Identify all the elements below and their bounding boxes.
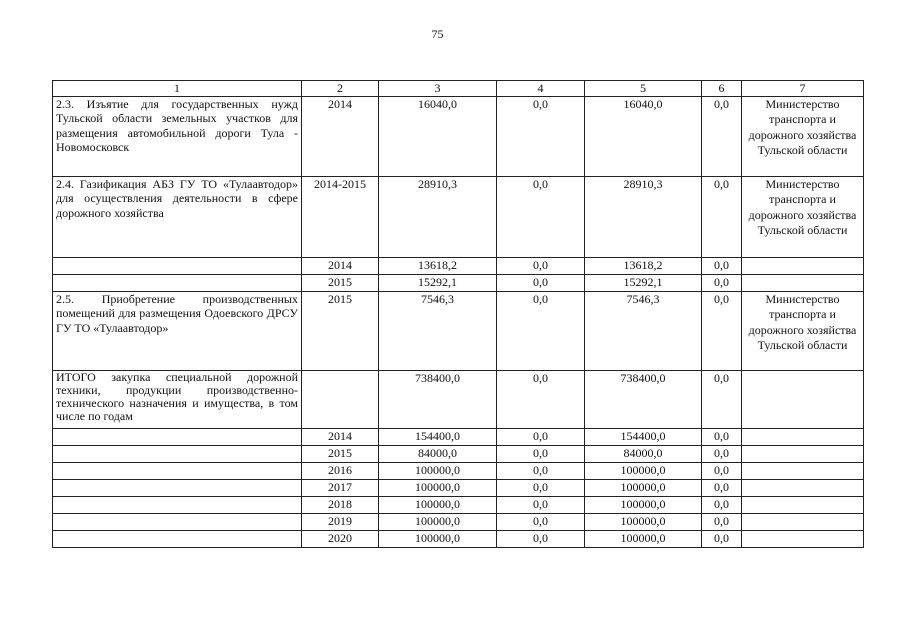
value-cell: 0,0 bbox=[702, 274, 742, 291]
value-cell: 100000,0 bbox=[379, 496, 497, 513]
value-cell: 738400,0 bbox=[585, 370, 702, 428]
empty-cell bbox=[53, 513, 302, 530]
table-row bbox=[53, 445, 864, 462]
year-cell: 2017 bbox=[302, 479, 379, 496]
header-cell: 4 bbox=[497, 81, 585, 97]
year-cell: 2019 bbox=[302, 513, 379, 530]
empty-cell bbox=[53, 479, 302, 496]
value-cell: 100000,0 bbox=[585, 496, 702, 513]
value-cell: 0,0 bbox=[497, 176, 585, 257]
empty-cell bbox=[742, 462, 864, 479]
value-cell: 0,0 bbox=[497, 274, 585, 291]
year-cell: 2014 bbox=[302, 257, 379, 274]
value-cell: 0,0 bbox=[497, 370, 585, 428]
empty-cell bbox=[742, 479, 864, 496]
empty-cell bbox=[742, 445, 864, 462]
empty-cell bbox=[53, 428, 302, 445]
value-cell: 0,0 bbox=[497, 462, 585, 479]
value-cell: 16040,0 bbox=[585, 96, 702, 176]
table-row bbox=[53, 496, 864, 513]
empty-cell bbox=[742, 257, 864, 274]
responsible-executor: Министерство транспорта и дорожного хозяйства Тульской области bbox=[742, 176, 864, 257]
value-cell: 0,0 bbox=[702, 513, 742, 530]
value-cell: 100000,0 bbox=[585, 462, 702, 479]
value-cell: 0,0 bbox=[702, 96, 742, 176]
year-cell: 2014 bbox=[302, 96, 379, 176]
value-cell: 7546,3 bbox=[379, 291, 497, 370]
empty-cell bbox=[742, 513, 864, 530]
value-cell: 154400,0 bbox=[379, 428, 497, 445]
table-row bbox=[53, 530, 864, 547]
year-cell: 2014 bbox=[302, 428, 379, 445]
value-cell: 0,0 bbox=[702, 479, 742, 496]
year-cell: 2015 bbox=[302, 274, 379, 291]
value-cell: 0,0 bbox=[702, 176, 742, 257]
value-cell: 13618,2 bbox=[585, 257, 702, 274]
empty-cell bbox=[53, 257, 302, 274]
header-cell: 3 bbox=[379, 81, 497, 97]
header-cell: 5 bbox=[585, 81, 702, 97]
value-cell: 100000,0 bbox=[585, 479, 702, 496]
year-cell: 2015 bbox=[302, 445, 379, 462]
value-cell: 100000,0 bbox=[379, 530, 497, 547]
value-cell: 738400,0 bbox=[379, 370, 497, 428]
table-row bbox=[53, 257, 864, 274]
value-cell: 16040,0 bbox=[379, 96, 497, 176]
value-cell: 0,0 bbox=[702, 370, 742, 428]
value-cell: 0,0 bbox=[497, 96, 585, 176]
total-row bbox=[53, 370, 864, 428]
value-cell: 28910,3 bbox=[379, 176, 497, 257]
item-description: 2.3. Изъятие для государственных нужд Тульской области земельных участков для размещения автомобильной дороги Тула - Новомосковск bbox=[53, 96, 302, 176]
empty-cell bbox=[53, 462, 302, 479]
year-cell: 2020 bbox=[302, 530, 379, 547]
year-cell: 2018 bbox=[302, 496, 379, 513]
value-cell: 0,0 bbox=[497, 428, 585, 445]
value-cell: 0,0 bbox=[702, 496, 742, 513]
table-row bbox=[53, 96, 864, 176]
total-description: ИТОГО закупка специальной дорожной техники, продукции производственно-технического назначения и имущества, в том числе по годам bbox=[53, 370, 302, 428]
table-row bbox=[53, 274, 864, 291]
year-cell: 2016 bbox=[302, 462, 379, 479]
value-cell: 100000,0 bbox=[585, 513, 702, 530]
value-cell: 0,0 bbox=[497, 479, 585, 496]
item-description: 2.5. Приобретение производственных помещений для размещения Одоевского ДРСУ ГУ ТО «Тулаавтодор» bbox=[53, 291, 302, 370]
value-cell: 0,0 bbox=[497, 496, 585, 513]
value-cell: 100000,0 bbox=[379, 513, 497, 530]
empty-cell bbox=[742, 530, 864, 547]
empty-cell bbox=[742, 274, 864, 291]
value-cell: 100000,0 bbox=[379, 462, 497, 479]
empty-cell bbox=[742, 370, 864, 428]
value-cell: 0,0 bbox=[497, 513, 585, 530]
header-cell: 6 bbox=[702, 81, 742, 97]
header-row bbox=[53, 81, 864, 97]
responsible-executor: Министерство транспорта и дорожного хозяйства Тульской области bbox=[742, 291, 864, 370]
value-cell: 84000,0 bbox=[585, 445, 702, 462]
value-cell: 0,0 bbox=[702, 462, 742, 479]
table-row bbox=[53, 462, 864, 479]
header-cell: 7 bbox=[742, 81, 864, 97]
value-cell: 0,0 bbox=[702, 445, 742, 462]
empty-cell bbox=[742, 428, 864, 445]
empty-cell bbox=[53, 445, 302, 462]
value-cell: 7546,3 bbox=[585, 291, 702, 370]
value-cell: 0,0 bbox=[702, 257, 742, 274]
value-cell: 0,0 bbox=[702, 530, 742, 547]
header-cell: 1 bbox=[53, 81, 302, 97]
value-cell: 0,0 bbox=[497, 445, 585, 462]
item-description: 2.4. Газификация АБЗ ГУ ТО «Тулаавтодор» для осуществления деятельности в сфере дорожного хозяйства bbox=[53, 176, 302, 257]
value-cell: 84000,0 bbox=[379, 445, 497, 462]
year-cell: 2014-2015 bbox=[302, 176, 379, 257]
value-cell: 0,0 bbox=[497, 291, 585, 370]
empty-cell bbox=[53, 530, 302, 547]
value-cell: 154400,0 bbox=[585, 428, 702, 445]
value-cell: 0,0 bbox=[702, 291, 742, 370]
table-row bbox=[53, 291, 864, 370]
financing-table bbox=[52, 80, 864, 548]
value-cell: 0,0 bbox=[497, 257, 585, 274]
table-row bbox=[53, 176, 864, 257]
table-row bbox=[53, 428, 864, 445]
empty-cell bbox=[53, 496, 302, 513]
empty-cell bbox=[742, 496, 864, 513]
value-cell: 28910,3 bbox=[585, 176, 702, 257]
empty-cell bbox=[53, 274, 302, 291]
value-cell: 0,0 bbox=[702, 428, 742, 445]
value-cell: 15292,1 bbox=[379, 274, 497, 291]
value-cell: 100000,0 bbox=[379, 479, 497, 496]
value-cell: 0,0 bbox=[497, 530, 585, 547]
table-row bbox=[53, 479, 864, 496]
value-cell: 100000,0 bbox=[585, 530, 702, 547]
year-cell: 2015 bbox=[302, 291, 379, 370]
table-row bbox=[53, 513, 864, 530]
header-cell: 2 bbox=[302, 81, 379, 97]
empty-cell bbox=[302, 370, 379, 428]
page-number: 75 bbox=[431, 27, 444, 41]
value-cell: 15292,1 bbox=[585, 274, 702, 291]
value-cell: 13618,2 bbox=[379, 257, 497, 274]
responsible-executor: Министерство транспорта и дорожного хозяйства Тульской области bbox=[742, 96, 864, 176]
